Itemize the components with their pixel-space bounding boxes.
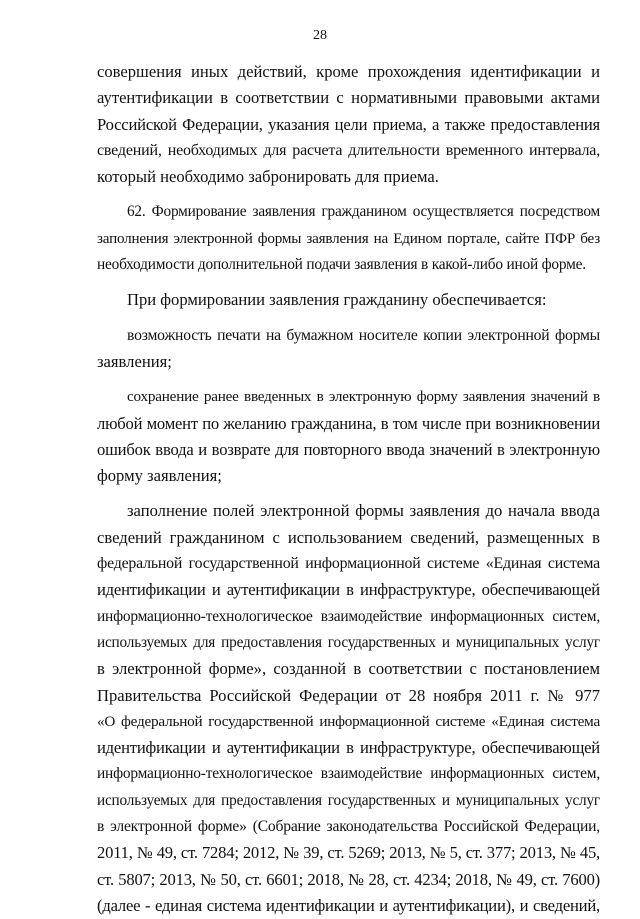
text-line: федеральной государственной информационной системе «Единая система [97,555,600,573]
text-line: возможность печати на бумажном носителе копии электронной формы [127,326,600,344]
text-line: (далее - единая система идентификации и аутентификации), и сведений, [97,895,600,915]
text-line: заявления; [97,351,172,371]
paragraph-list-item [97,323,600,376]
text-line: заполнение полей электронной формы заявления до начала ввода [127,501,600,521]
text-line: 62. Формирование заявления гражданином осуществляется посредством [127,203,600,221]
text-line: аутентификации в соответствии с нормативными правовыми актами [97,88,600,108]
text-line: Правительства Российской Федерации от 28 ноября 2011 г. № 977 [97,685,600,705]
text-line: используемых для предоставления государственных и муниципальных услуг [97,633,600,651]
text-line: информационно-технологическое взаимодействие информационных систем, [97,765,600,783]
text-line: сведений, необходимых для расчета длительности временного интервала, [97,141,600,159]
text-line: идентификации и аутентификации в инфраструктуре, обеспечивающей [97,738,600,758]
paragraph-continuation [97,59,600,190]
paragraph-intro-list [97,287,600,313]
text-line: При формировании заявления гражданину обеспечивается: [127,290,547,310]
text-line: в электронной форме» (Собрание законодательства Российской Федерации, [97,818,600,836]
text-line: заполнения электронной формы заявления на Едином портале, сайте ПФР без [97,230,600,247]
text-line: Российской Федерации, указания цели приема, а также предоставления [97,114,600,134]
text-line: сведений гражданином с использованием сведений, размещенных в [97,527,600,547]
text-line: используемых для предоставления государственных и муниципальных услуг [97,791,600,809]
text-line: в электронной форме», созданной в соответствии с постановлением [97,659,600,679]
text-line: ошибок ввода и возврате для повторного ввода значений в электронную [97,439,600,459]
document-body [97,59,600,919]
paragraph-list-item [97,384,600,489]
text-line: необходимости дополнительной подачи заявления в какой-либо иной форме. [97,256,586,274]
text-line: «О федеральной государственной информационной системе «Единая система [97,712,600,730]
text-line: совершения иных действий, кроме прохождения идентификации и [97,62,600,81]
paragraph-list-item [97,498,600,919]
text-line: 2011, № 49, ст. 7284; 2012, № 39, ст. 5269; 2013, № 5, ст. 377; 2013, № 45, [97,843,600,863]
text-line: ст. 5807; 2013, № 50, ст. 6601; 2018, № 28, ст. 4234; 2018, № 49, ст. 7600) [97,869,600,889]
paragraph-item-62 [97,199,600,278]
text-line: форму заявления; [97,466,222,486]
text-line: информационно-технологическое взаимодействие информационных систем, [97,607,600,625]
text-line: любой момент по желанию гражданина, в том числе при возникновении [97,413,600,433]
text-line: идентификации и аутентификации в инфраструктуре, обеспечивающей [97,580,600,600]
text-line: который необходимо забронировать для приема. [97,167,439,187]
text-line: сохранение ранее введенных в электронную форму заявления значений в [127,388,600,406]
page-number: 28 [313,28,327,43]
